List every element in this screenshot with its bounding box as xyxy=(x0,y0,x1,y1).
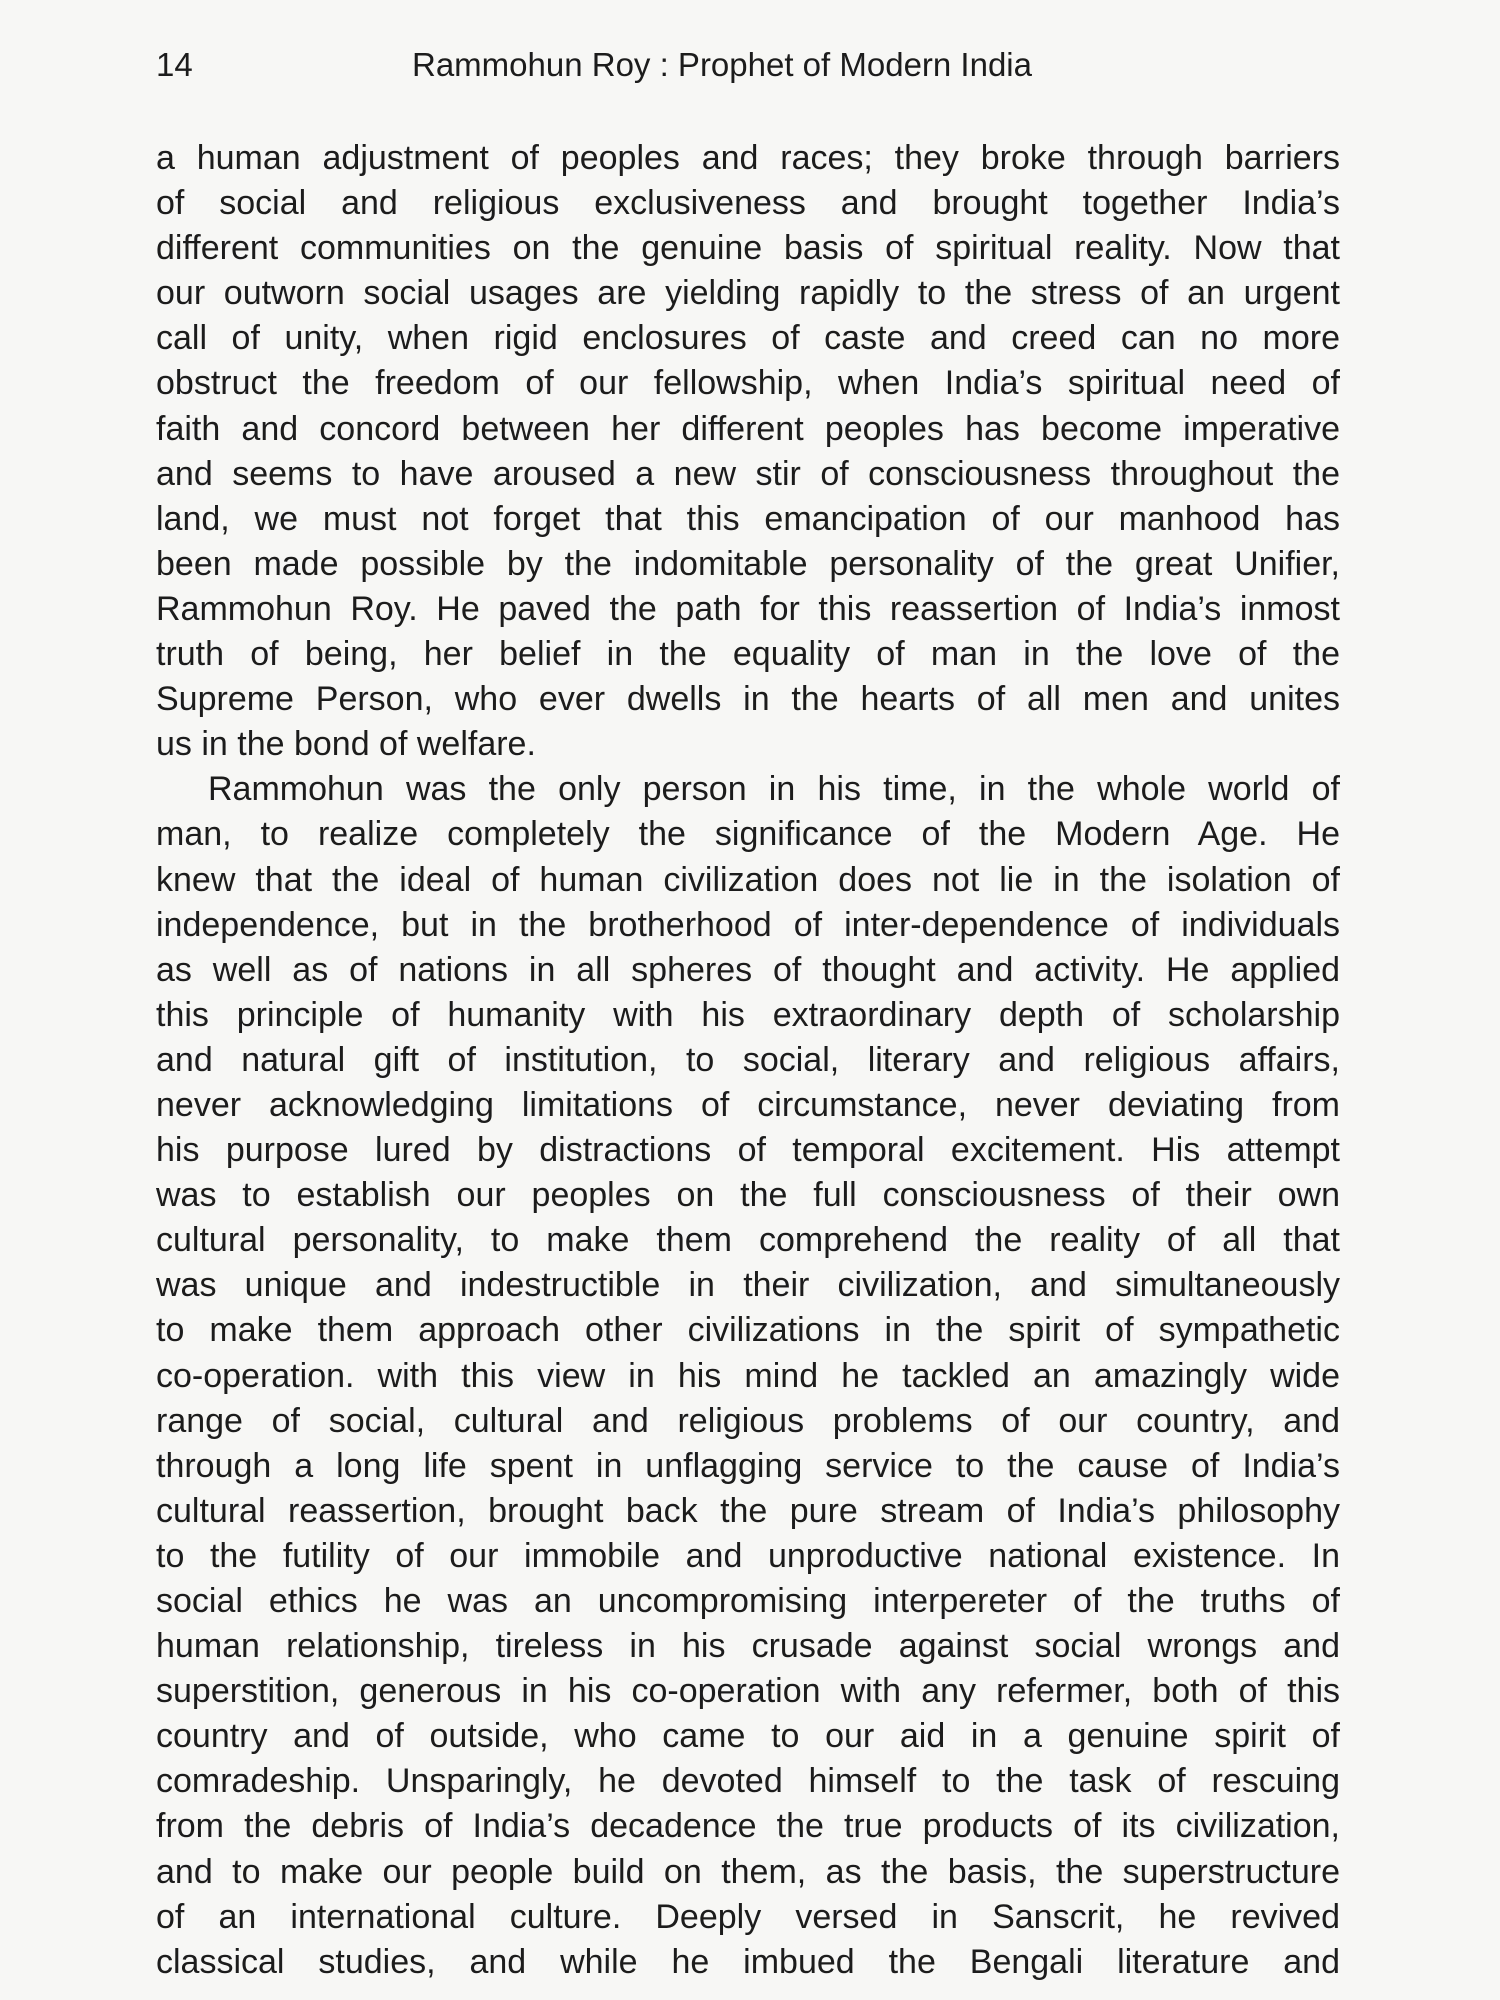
text-line: our outworn social usages are yielding rapidly to the stress of an urgent xyxy=(156,274,1340,313)
text-line: faith and concord between her different peoples has become imperative xyxy=(156,409,1340,448)
text-line: comradeship. Unsparingly, he devoted himself to the task of rescuing xyxy=(156,1762,1340,1801)
text-line: as well as of nations in all spheres of thought and activity. He applied xyxy=(156,950,1340,989)
text-line: his purpose lured by distractions of temporal excitement. His attempt xyxy=(156,1131,1340,1170)
text-line: different communities on the genuine basis of spiritual reality. Now that xyxy=(156,229,1340,268)
text-line: Rammohun Roy. He paved the path for this reassertion of India’s inmost xyxy=(156,589,1340,628)
text-line: co-operation. with this view in his mind he tackled an amazingly wide xyxy=(156,1356,1340,1395)
text-line: knew that the ideal of human civilization does not lie in the isolation of xyxy=(156,860,1340,899)
body-text xyxy=(156,136,1340,1985)
text-line: been made possible by the indomitable personality of the great Unifier, xyxy=(156,544,1340,583)
text-line: from the debris of India’s decadence the true products of its civilization, xyxy=(156,1807,1340,1846)
text-line: Supreme Person, who ever dwells in the hearts of all men and unites xyxy=(156,680,1340,719)
text-line: human relationship, tireless in his crusade against social wrongs and xyxy=(156,1627,1340,1666)
text-line: range of social, cultural and religious problems of our country, and xyxy=(156,1401,1340,1440)
text-line: superstition, generous in his co-operation with any refermer, both of this xyxy=(156,1672,1340,1711)
text-line: this principle of humanity with his extraordinary depth of scholarship xyxy=(156,995,1340,1034)
text-line: independence, but in the brotherhood of inter-dependence of individuals xyxy=(156,905,1340,944)
text-line: never acknowledging limitations of circumstance, never deviating from xyxy=(156,1085,1340,1124)
text-line: of an international culture. Deeply versed in Sanscrit, he revived xyxy=(156,1897,1340,1936)
paragraph-start-line: Rammohun was the only person in his time, in the whole world of xyxy=(208,770,1340,809)
text-line: country and of outside, who came to our aid in a genuine spirit of xyxy=(156,1717,1340,1756)
text-line: to the futility of our immobile and unproductive national existence. In xyxy=(156,1536,1340,1575)
text-line: and to make our people build on them, as the basis, the superstructure xyxy=(156,1852,1340,1891)
page-number: 14 xyxy=(156,46,193,83)
text-line: cultural personality, to make them comprehend the reality of all that xyxy=(156,1221,1340,1260)
text-line: truth of being, her belief in the equality of man in the love of the xyxy=(156,635,1340,674)
text-line: to make them approach other civilizations in the spirit of sympathetic xyxy=(156,1311,1340,1350)
running-title: Rammohun Roy : Prophet of Modern India xyxy=(412,46,1032,83)
text-line: and natural gift of institution, to social, literary and religious affairs, xyxy=(156,1040,1340,1079)
text-line: through a long life spent in unflagging service to the cause of India’s xyxy=(156,1446,1340,1485)
text-line: obstruct the freedom of our fellowship, when India’s spiritual need of xyxy=(156,364,1340,403)
text-line: and seems to have aroused a new stir of consciousness throughout the xyxy=(156,454,1340,493)
text-line: man, to realize completely the significance of the Modern Age. He xyxy=(156,815,1340,854)
text-line: cultural reassertion, brought back the pure stream of India’s philosophy xyxy=(156,1491,1340,1530)
text-line: land, we must not forget that this emancipation of our manhood has xyxy=(156,499,1340,538)
text-line: was to establish our peoples on the full consciousness of their own xyxy=(156,1176,1340,1215)
text-line: a human adjustment of peoples and races; they broke through barriers xyxy=(156,139,1340,177)
text-line: was unique and indestructible in their civilization, and simultaneously xyxy=(156,1266,1340,1305)
paragraph-end-line: us in the bond of welfare. xyxy=(156,725,536,764)
text-line: classical studies, and while he imbued the Bengali literature and xyxy=(156,1942,1340,1981)
text-line: of social and religious exclusiveness and brought together India’s xyxy=(156,184,1340,223)
text-line: call of unity, when rigid enclosures of caste and creed can no more xyxy=(156,319,1340,358)
text-line: social ethics he was an uncompromising interpereter of the truths of xyxy=(156,1582,1340,1620)
page-header xyxy=(156,40,1340,90)
